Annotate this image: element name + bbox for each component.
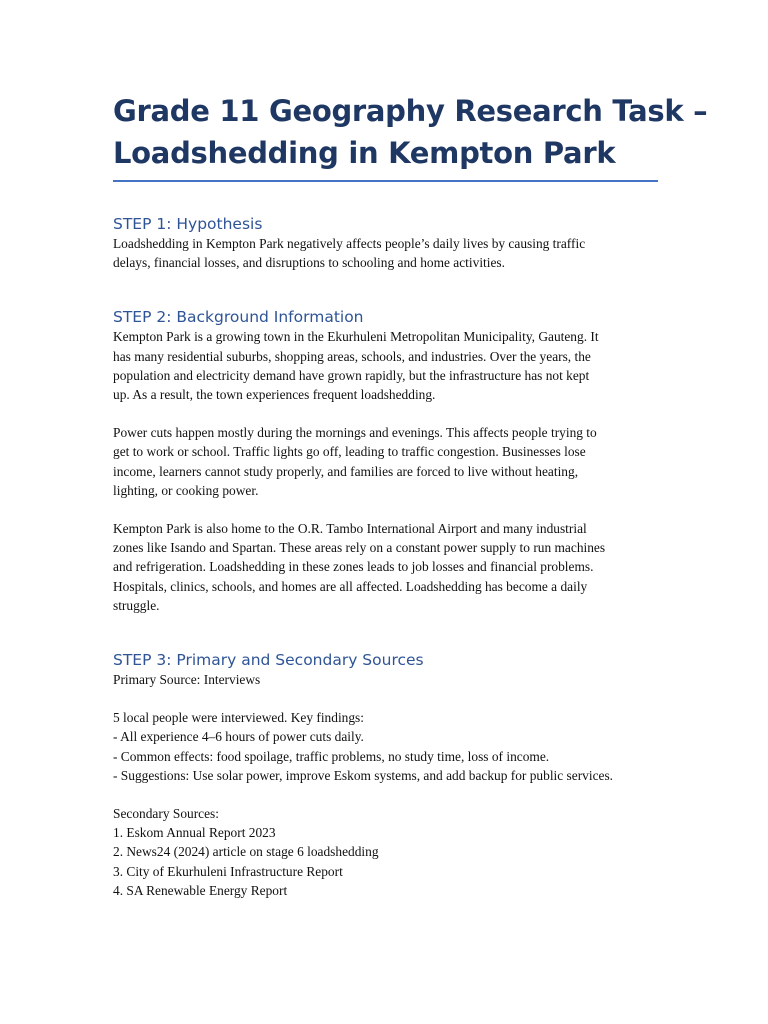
text-line: Primary Source: Interviews [113,672,261,688]
text-line: and refrigeration. Loadshedding in these zones leads to job losses and financial problems. [113,559,594,575]
secondary-sources [113,804,658,900]
text-line: population and electricity demand have grown rapidly, but the infrastructure has not kept [113,367,590,383]
text-line: Power cuts happen mostly during the mornings and evenings. This affects people trying to [113,425,597,441]
text-line: zones like Isando and Spartan. These areas rely on a constant power supply to run machines [113,540,606,556]
text-line: income, learners cannot study properly, and families are forced to live without heating, [113,463,579,479]
document-page [113,90,708,900]
title-line: Loadshedding in Kempton Park [113,136,616,170]
step1-paragraph [113,234,658,272]
interview-findings [113,708,658,785]
text-line: up. As a result, the town experiences frequent loadshedding. [113,387,436,403]
step2-paragraph-1 [113,327,658,404]
document-title [113,90,708,182]
title-line: Grade 11 Geography Research Task – [113,94,708,128]
text-line: struggle. [113,597,160,613]
list-item: - Suggestions: Use solar power, improve Eskom systems, and add backup for public services. [113,767,614,783]
text-line: Secondary Sources: [113,806,219,822]
step2-paragraph-2 [113,423,658,500]
text-line: Loadshedding in Kempton Park negatively affects people’s daily lives by causing traffic [113,236,586,251]
step3-heading: STEP 3: Primary and Secondary Sources [113,651,424,670]
text-line: Hospitals, clinics, schools, and homes are all affected. Loadshedding has become a daily [113,578,588,594]
text-line: get to work or school. Traffic lights go off, leading to traffic congestion. Businesses lose [113,444,586,460]
text-line: delays, financial losses, and disruptions to schooling and home activities. [113,255,505,271]
list-item: 3. City of Ekurhuleni Infrastructure Report [113,863,343,879]
primary-source-label [113,670,658,689]
text-line: 5 local people were interviewed. Key findings: [113,710,364,726]
text-line: lighting, or cooking power. [113,482,259,498]
text-line: has many residential suburbs, shopping areas, schools, and industries. Over the years, the [113,348,591,364]
step2-heading: STEP 2: Background Information [113,308,364,327]
text-line: Kempton Park is a growing town in the Ekurhuleni Metropolitan Municipality, Gauteng. It [113,329,599,345]
step2-paragraph-3 [113,519,658,615]
list-item: - All experience 4–6 hours of power cuts daily. [113,729,364,745]
text-line: Kempton Park is also home to the O.R. Tambo International Airport and many industrial [113,521,587,537]
list-item: - Common effects: food spoilage, traffic problems, no study time, loss of income. [113,748,550,764]
list-item: 1. Eskom Annual Report 2023 [113,825,276,841]
list-item: 4. SA Renewable Energy Report [113,882,288,898]
step1-heading: STEP 1: Hypothesis [113,215,263,233]
list-item: 2. News24 (2024) article on stage 6 loadshedding [113,844,379,860]
